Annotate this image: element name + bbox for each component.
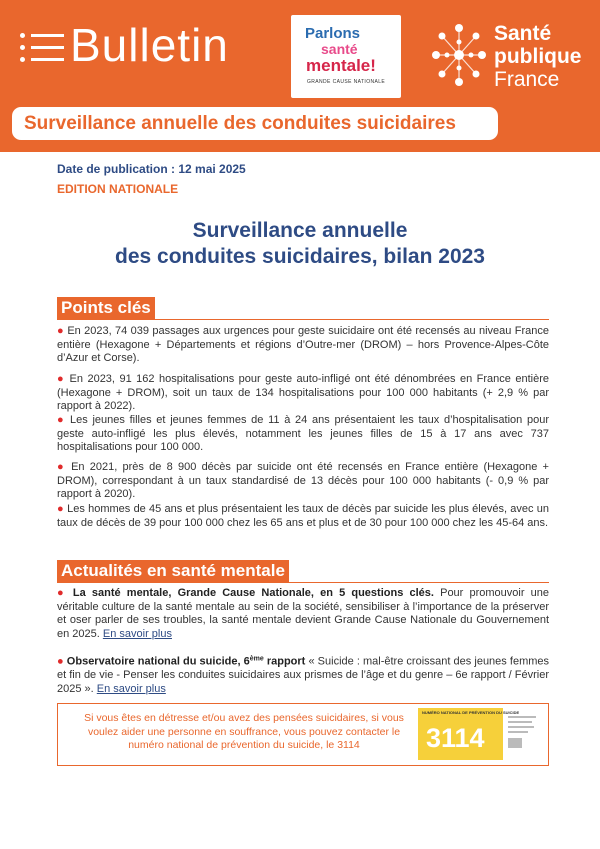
- logo-line: publique: [494, 45, 582, 68]
- news-item: ● La santé mentale, Grande Cause Nationale, en 5 questions clés. Pour promouvoir une véritable culture de la santé mentale au sein de la société, sensibiliser à l’importance de la préserver et oser parler de ses troubles, la santé mentale devient Grande Cause Nationale du Gouvernement en 2025. En savoir plus: [57, 587, 550, 640]
- hotline-number: 3114: [426, 723, 485, 753]
- logo-line: santé: [321, 41, 358, 57]
- section-heading-actualites: Actualités en santé mentale: [57, 560, 289, 582]
- title-line: des conduites suicidaires, bilan 2023: [115, 245, 485, 268]
- sante-publique-france-logo: [494, 22, 582, 91]
- list-item: ● Les jeunes filles et jeunes femmes de 11 à 24 ans présentaient les taux d’hospitalisation pour geste auto-infligé les plus élevés, notamment les jeunes filles de 15 à 17 ans avec 737 hospitalisations pour 100 000.: [57, 414, 549, 453]
- publication-date: Date de publication : 12 mai 2025: [57, 162, 246, 176]
- logo-line: mentale!: [306, 56, 376, 75]
- hotline-caption: NUMÉRO NATIONAL DE PRÉVENTION DU SUICIDE: [422, 710, 520, 715]
- hotline-side-graphic-icon: [508, 716, 540, 752]
- logo-line: Parlons: [305, 25, 361, 42]
- news-item: ● Observatoire national du suicide, 6ème rapport « Suicide : mal-être croissant des jeunes femmes et fin de vie - Penser les conduites suicidaires aux prismes de l’âge et du genre – 6e rapport / Février 2025 ». En savoir plus: [57, 655, 550, 695]
- list-item: ● Les hommes de 45 ans et plus présentaient les taux de décès par suicide les plus élevés, avec un taux de décès de 39 pour 100 000 chez les 65 ans et plus et de 30 pour 100 000 chez les 45-64 ans.: [57, 503, 549, 529]
- list-item: ● En 2023, 91 162 hospitalisations pour geste auto-infligé ont été dénombrées en France entière (Hexagone + DROM), soit un taux de 134 hospitalisations pour 100 000 habitants (+ 2,9 % par rapport à 2022).: [57, 373, 549, 412]
- list-item: ● En 2023, 74 039 passages aux urgences pour geste suicidaire ont été recensés au niveau France entière (Hexagone + Départements et régions d’Outre-mer (DROM) – hors Provence-Alpes-Côte d’Azur et Corse).: [57, 325, 549, 364]
- section-heading-points-cles: Points clés: [57, 297, 155, 319]
- bulletin-title: Bulletin: [70, 19, 229, 71]
- logo-line: France: [494, 68, 560, 91]
- en-savoir-plus-link[interactable]: En savoir plus: [96, 682, 166, 695]
- menu-icon[interactable]: [20, 32, 64, 62]
- page-title: [30, 218, 570, 270]
- parlons-sante-mentale-logo: [291, 15, 401, 98]
- section-divider: [57, 582, 549, 583]
- list-item: ● En 2021, près de 8 900 décès par suicide ont été recensés en France entière (Hexagone + DROM), correspondant à un taux standardisé de 13 décès pour 100 000 habitants (- 0,9 % par rapport à 2020).: [57, 461, 549, 500]
- bulletin-subtitle: Surveillance annuelle des conduites suicidaires: [24, 113, 456, 134]
- logo-line: GRANDE CAUSE NATIONALE: [307, 79, 386, 85]
- edition-label: EDITION NATIONALE: [57, 182, 179, 196]
- help-text: Si vous êtes en détresse et/ou avez des pensées suicidaires, si vous voulez aider une personne en souffrance, vous pouvez contacter le numéro national de prévention du suicide, le 3114: [84, 712, 404, 751]
- logo-line: Santé: [494, 22, 552, 45]
- sante-publique-france-mark-icon: [430, 20, 488, 90]
- section-divider: [57, 319, 549, 320]
- en-savoir-plus-link[interactable]: En savoir plus: [102, 627, 172, 640]
- title-line: Surveillance annuelle: [192, 219, 408, 242]
